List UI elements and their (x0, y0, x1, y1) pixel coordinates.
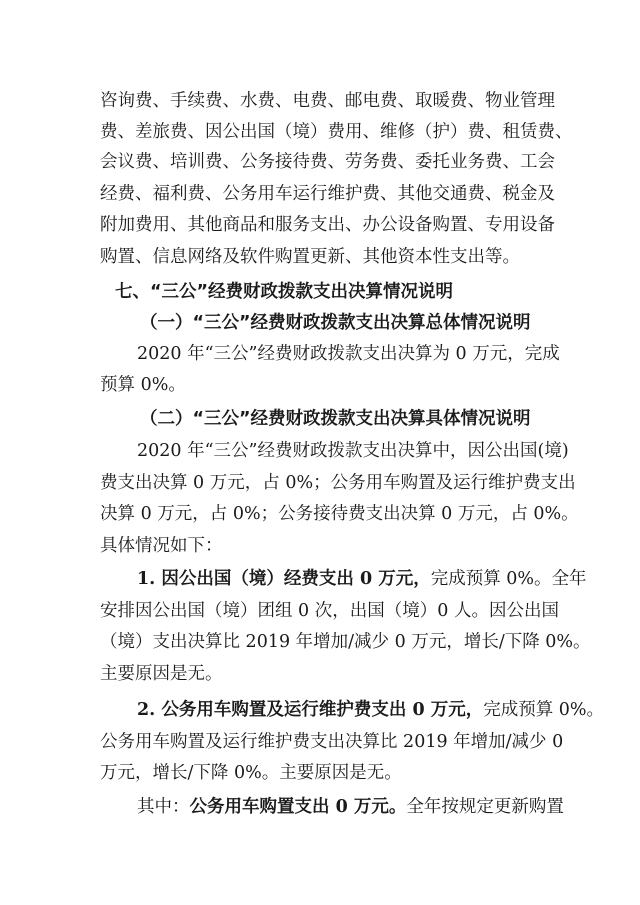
body-line: 公务用车购置及运行维护费支出决算比 2019 年增加/减少 0 (100, 732, 564, 752)
item-1-tail: 全年 (551, 569, 587, 589)
body-line: 附加费用、其他商品和服务支出、办公设备购置、专用设备 (100, 215, 555, 235)
body-line: 费支出决算 0 万元，占 0%；公务用车购置及运行维护费支出 (100, 473, 576, 493)
body-line: 安排因公出国（境）团组 0 次，出国（境）0 人。因公出国 (100, 601, 559, 621)
item-3-title: 公务用车购置支出 0 万元。 (189, 797, 407, 817)
body-line: 预算 0%。 (100, 375, 186, 395)
body-line: 咨询费、手续费、水费、电费、邮电费、取暖费、物业管理 (100, 91, 555, 111)
body-line: 2020 年“三公”经费财政拨款支出决算为 0 万元，完成 (137, 344, 560, 364)
item-2-title: 2. 公务用车购置及运行维护费支出 0 万元， (137, 700, 484, 720)
item-3-rest: 全年按规定更新购置 (406, 797, 564, 817)
body-line: 购置、信息网络及软件购置更新、其他资本性支出等。 (100, 247, 520, 267)
body-line: 具体情况如下： (100, 536, 223, 556)
body-line: 主要原因是无。 (100, 664, 223, 684)
body-line: 会议费、培训费、公务接待费、劳务费、委托业务费、工会 (100, 152, 555, 172)
body-line: （境）支出决算比 2019 年增加/减少 0 万元，增长/下降 0%。 (100, 632, 591, 652)
body-line: 万元，增长/下降 0%。主要原因是无。 (100, 763, 402, 783)
item-1-rest: 完成预算 0%。 (430, 569, 552, 589)
item-2-line (137, 698, 605, 722)
item-3-line (137, 795, 564, 819)
body-line: 经费、福利费、公务用车运行维护费、其他交通费、税金及 (100, 184, 555, 204)
item-1-title: 1. 因公出国（境）经费支出 0 万元， (137, 569, 431, 589)
body-line: 决算 0 万元，占 0%；公务接待费支出决算 0 万元，占 0%。 (100, 504, 579, 524)
item-1-line (137, 567, 587, 591)
body-line: 费、差旅费、因公出国（境）费用、维修（护）费、租赁费、 (100, 122, 573, 142)
subsection-heading-2: （二）“三公”经费财政拨款支出决算具体情况说明 (140, 409, 531, 429)
item-3-lead: 其中： (137, 797, 190, 817)
subsection-heading-1: （一）“三公”经费财政拨款支出决算总体情况说明 (140, 313, 531, 333)
item-2-rest: 完成预算 0%。 (483, 700, 605, 720)
section-heading-7: 七、“三公”经费财政拨款支出决算情况说明 (115, 282, 454, 302)
body-line: 2020 年“三公”经费财政拨款支出决算中，因公出国(境) (137, 441, 569, 461)
